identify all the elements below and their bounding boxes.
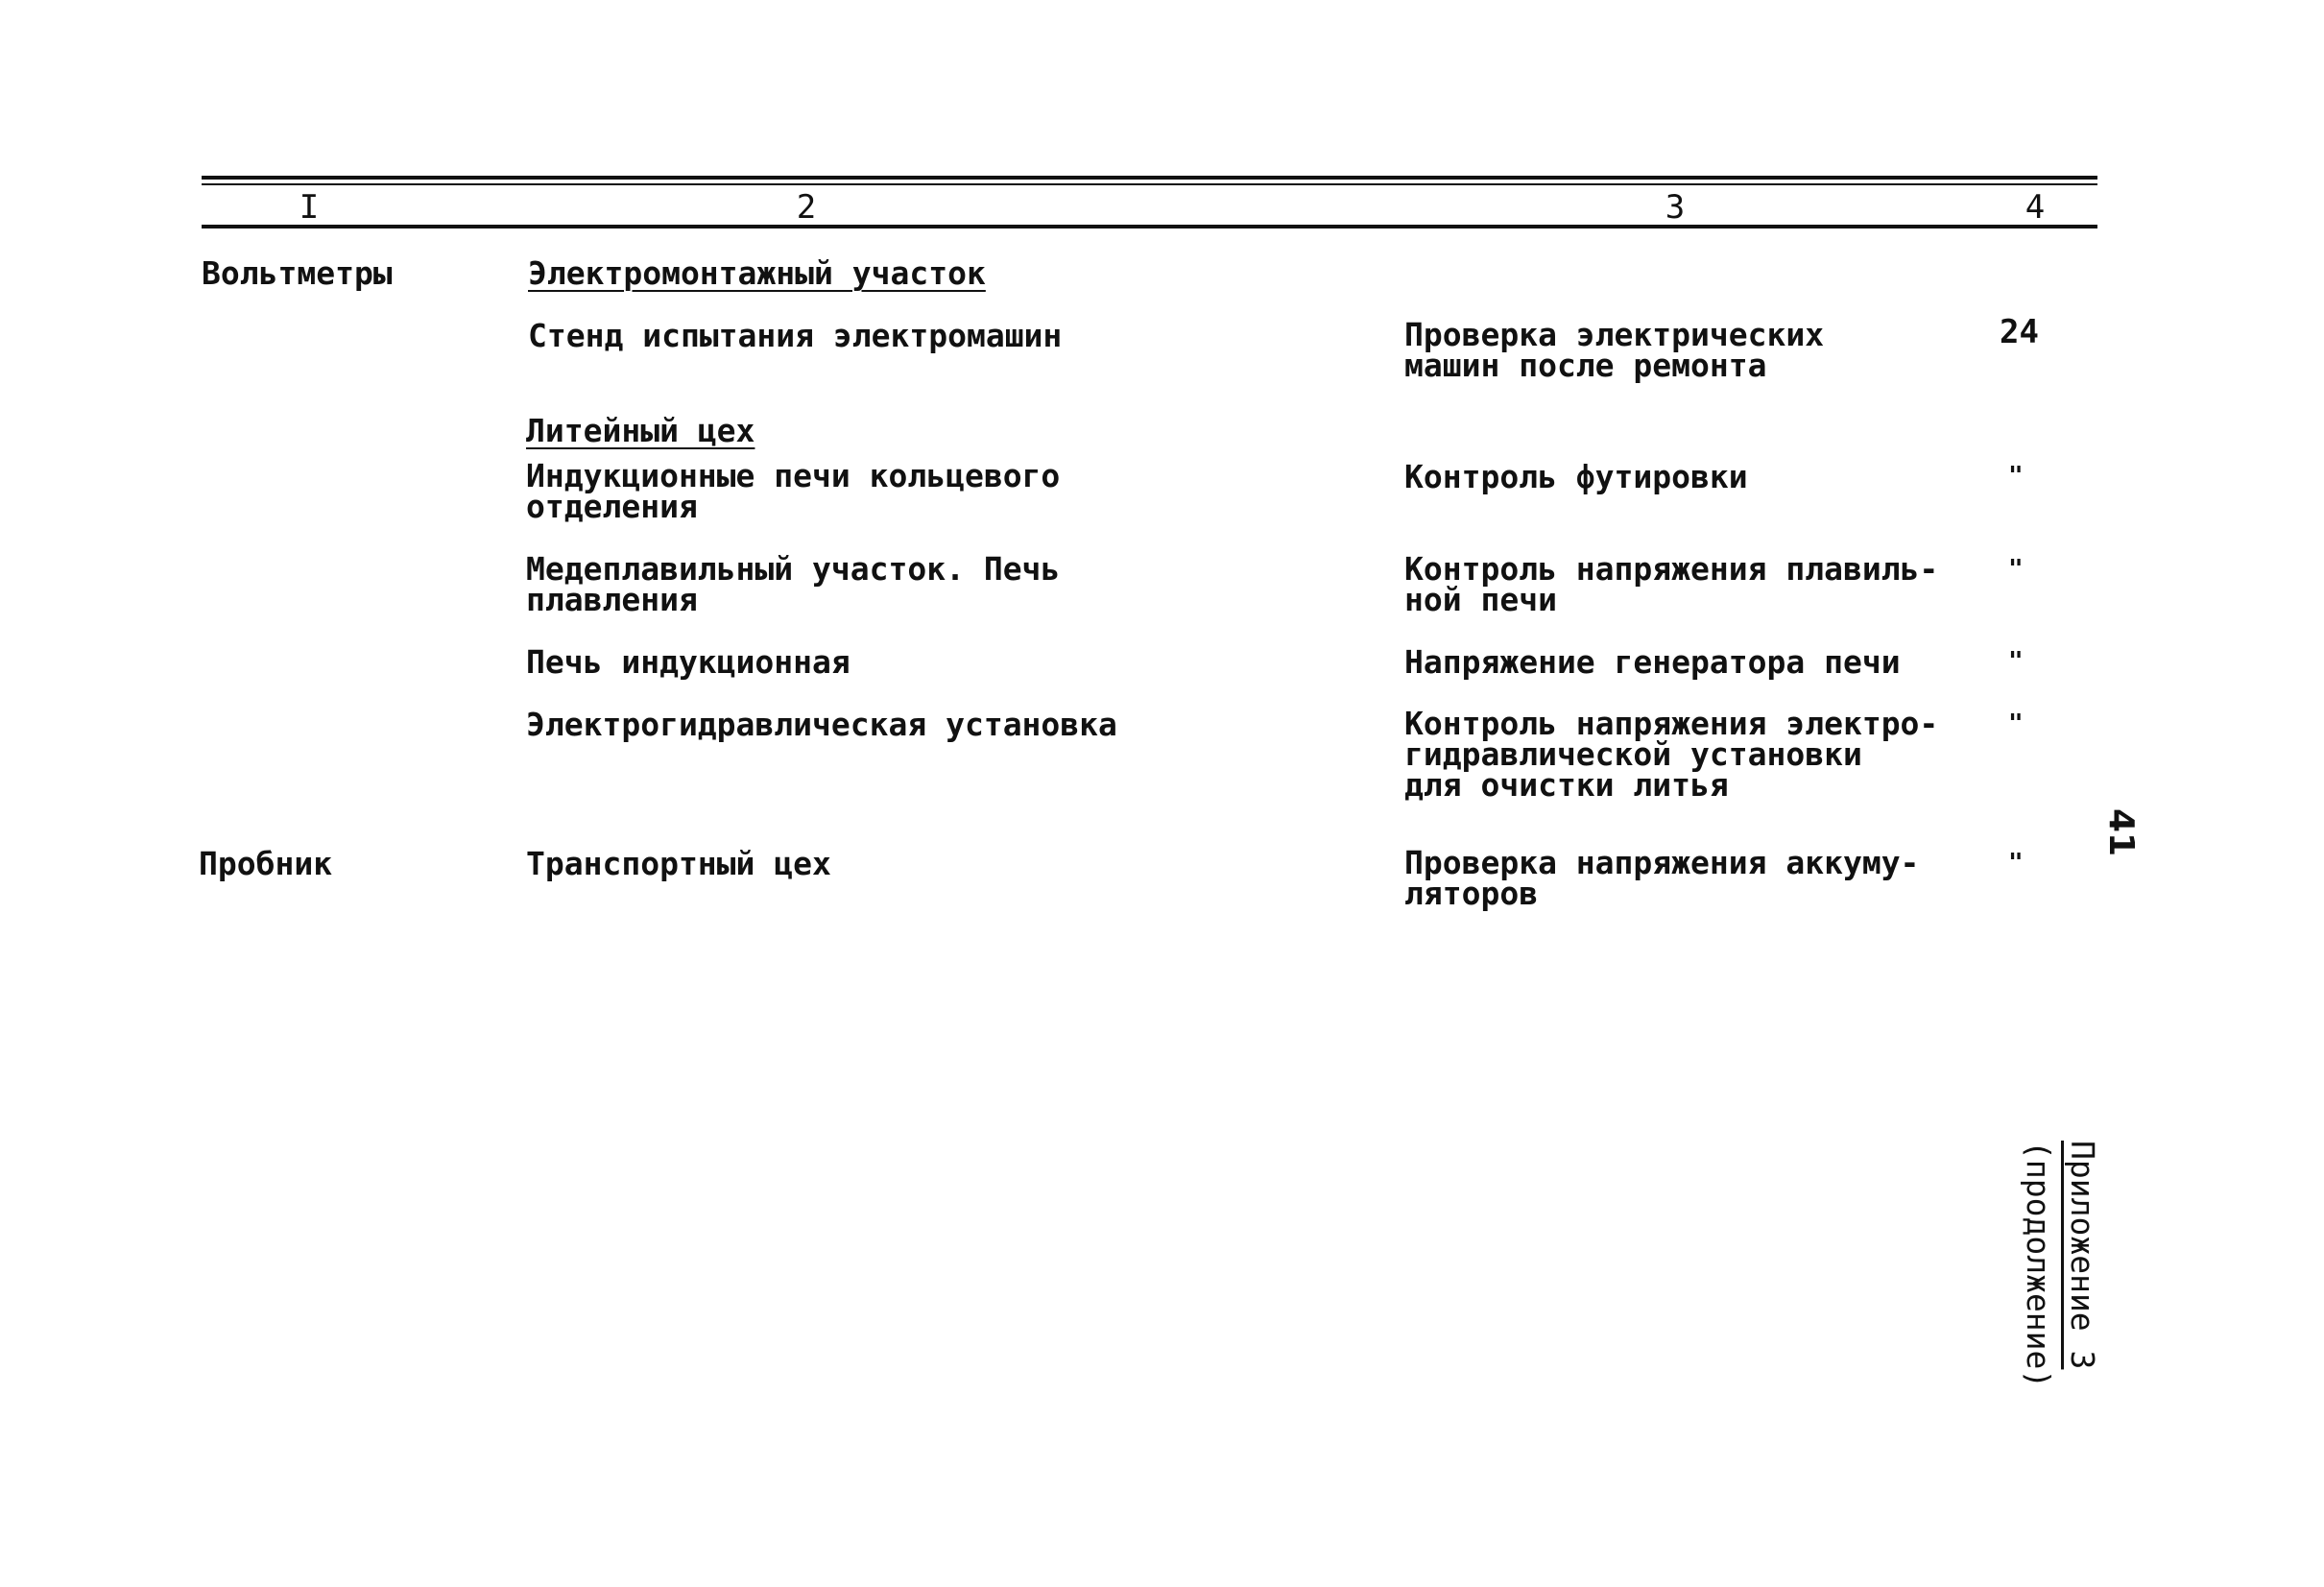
table-header-bottom-rule: [202, 225, 2097, 228]
purpose-text: Контроль напряжения электро- гидравлической установки для очистки литья: [1404, 705, 1939, 804]
column-number-4: 4: [2025, 188, 2046, 227]
table-top-rule: [202, 176, 2097, 180]
appendix-title: Приложение 3: [2064, 1141, 2101, 1370]
column-number-2: 2: [796, 188, 817, 227]
equipment-name: Индукционные печи кольцевого отделения: [526, 457, 1061, 525]
instrument-name: Пробник: [199, 845, 333, 882]
appendix-subtitle: (продолжение): [2020, 1141, 2057, 1389]
ditto-mark: ": [2008, 647, 2024, 676]
ditto-mark: ": [2008, 462, 2024, 491]
column-number-3: 3: [1665, 188, 1686, 227]
ditto-mark: ": [2008, 709, 2024, 738]
equipment-name: Медеплавильный участок. Печь плавления: [526, 550, 1061, 618]
purpose-text: Проверка напряжения аккуму- ляторов: [1404, 844, 1920, 912]
appendix-label: [2020, 1141, 2100, 1388]
ditto-mark: ": [2008, 849, 2024, 878]
section-heading: Электромонтажный участок: [528, 254, 986, 292]
ditto-mark: ": [2008, 555, 2024, 584]
equipment-name: Транспортный цех: [526, 845, 831, 882]
section-heading: Литейный цех: [526, 412, 755, 449]
equipment-name: Электрогидравлическая установка: [526, 706, 1117, 743]
equipment-name: Печь индукционная: [526, 643, 851, 681]
purpose-text: Проверка электрических машин после ремонта: [1404, 316, 1825, 384]
instrument-name: Вольтметры: [202, 254, 393, 292]
table-top-rule-thin: [202, 183, 2097, 185]
equipment-name: Стенд испытания электромашин: [528, 317, 1063, 354]
quantity-value: 24: [2000, 313, 2039, 351]
purpose-text: Контроль напряжения плавиль- ной печи: [1404, 550, 1939, 618]
page-number: 41: [2101, 808, 2141, 857]
purpose-text: Напряжение генератора печи: [1404, 643, 1901, 681]
purpose-text: Контроль футировки: [1404, 458, 1748, 495]
column-number-1: I: [299, 188, 320, 227]
